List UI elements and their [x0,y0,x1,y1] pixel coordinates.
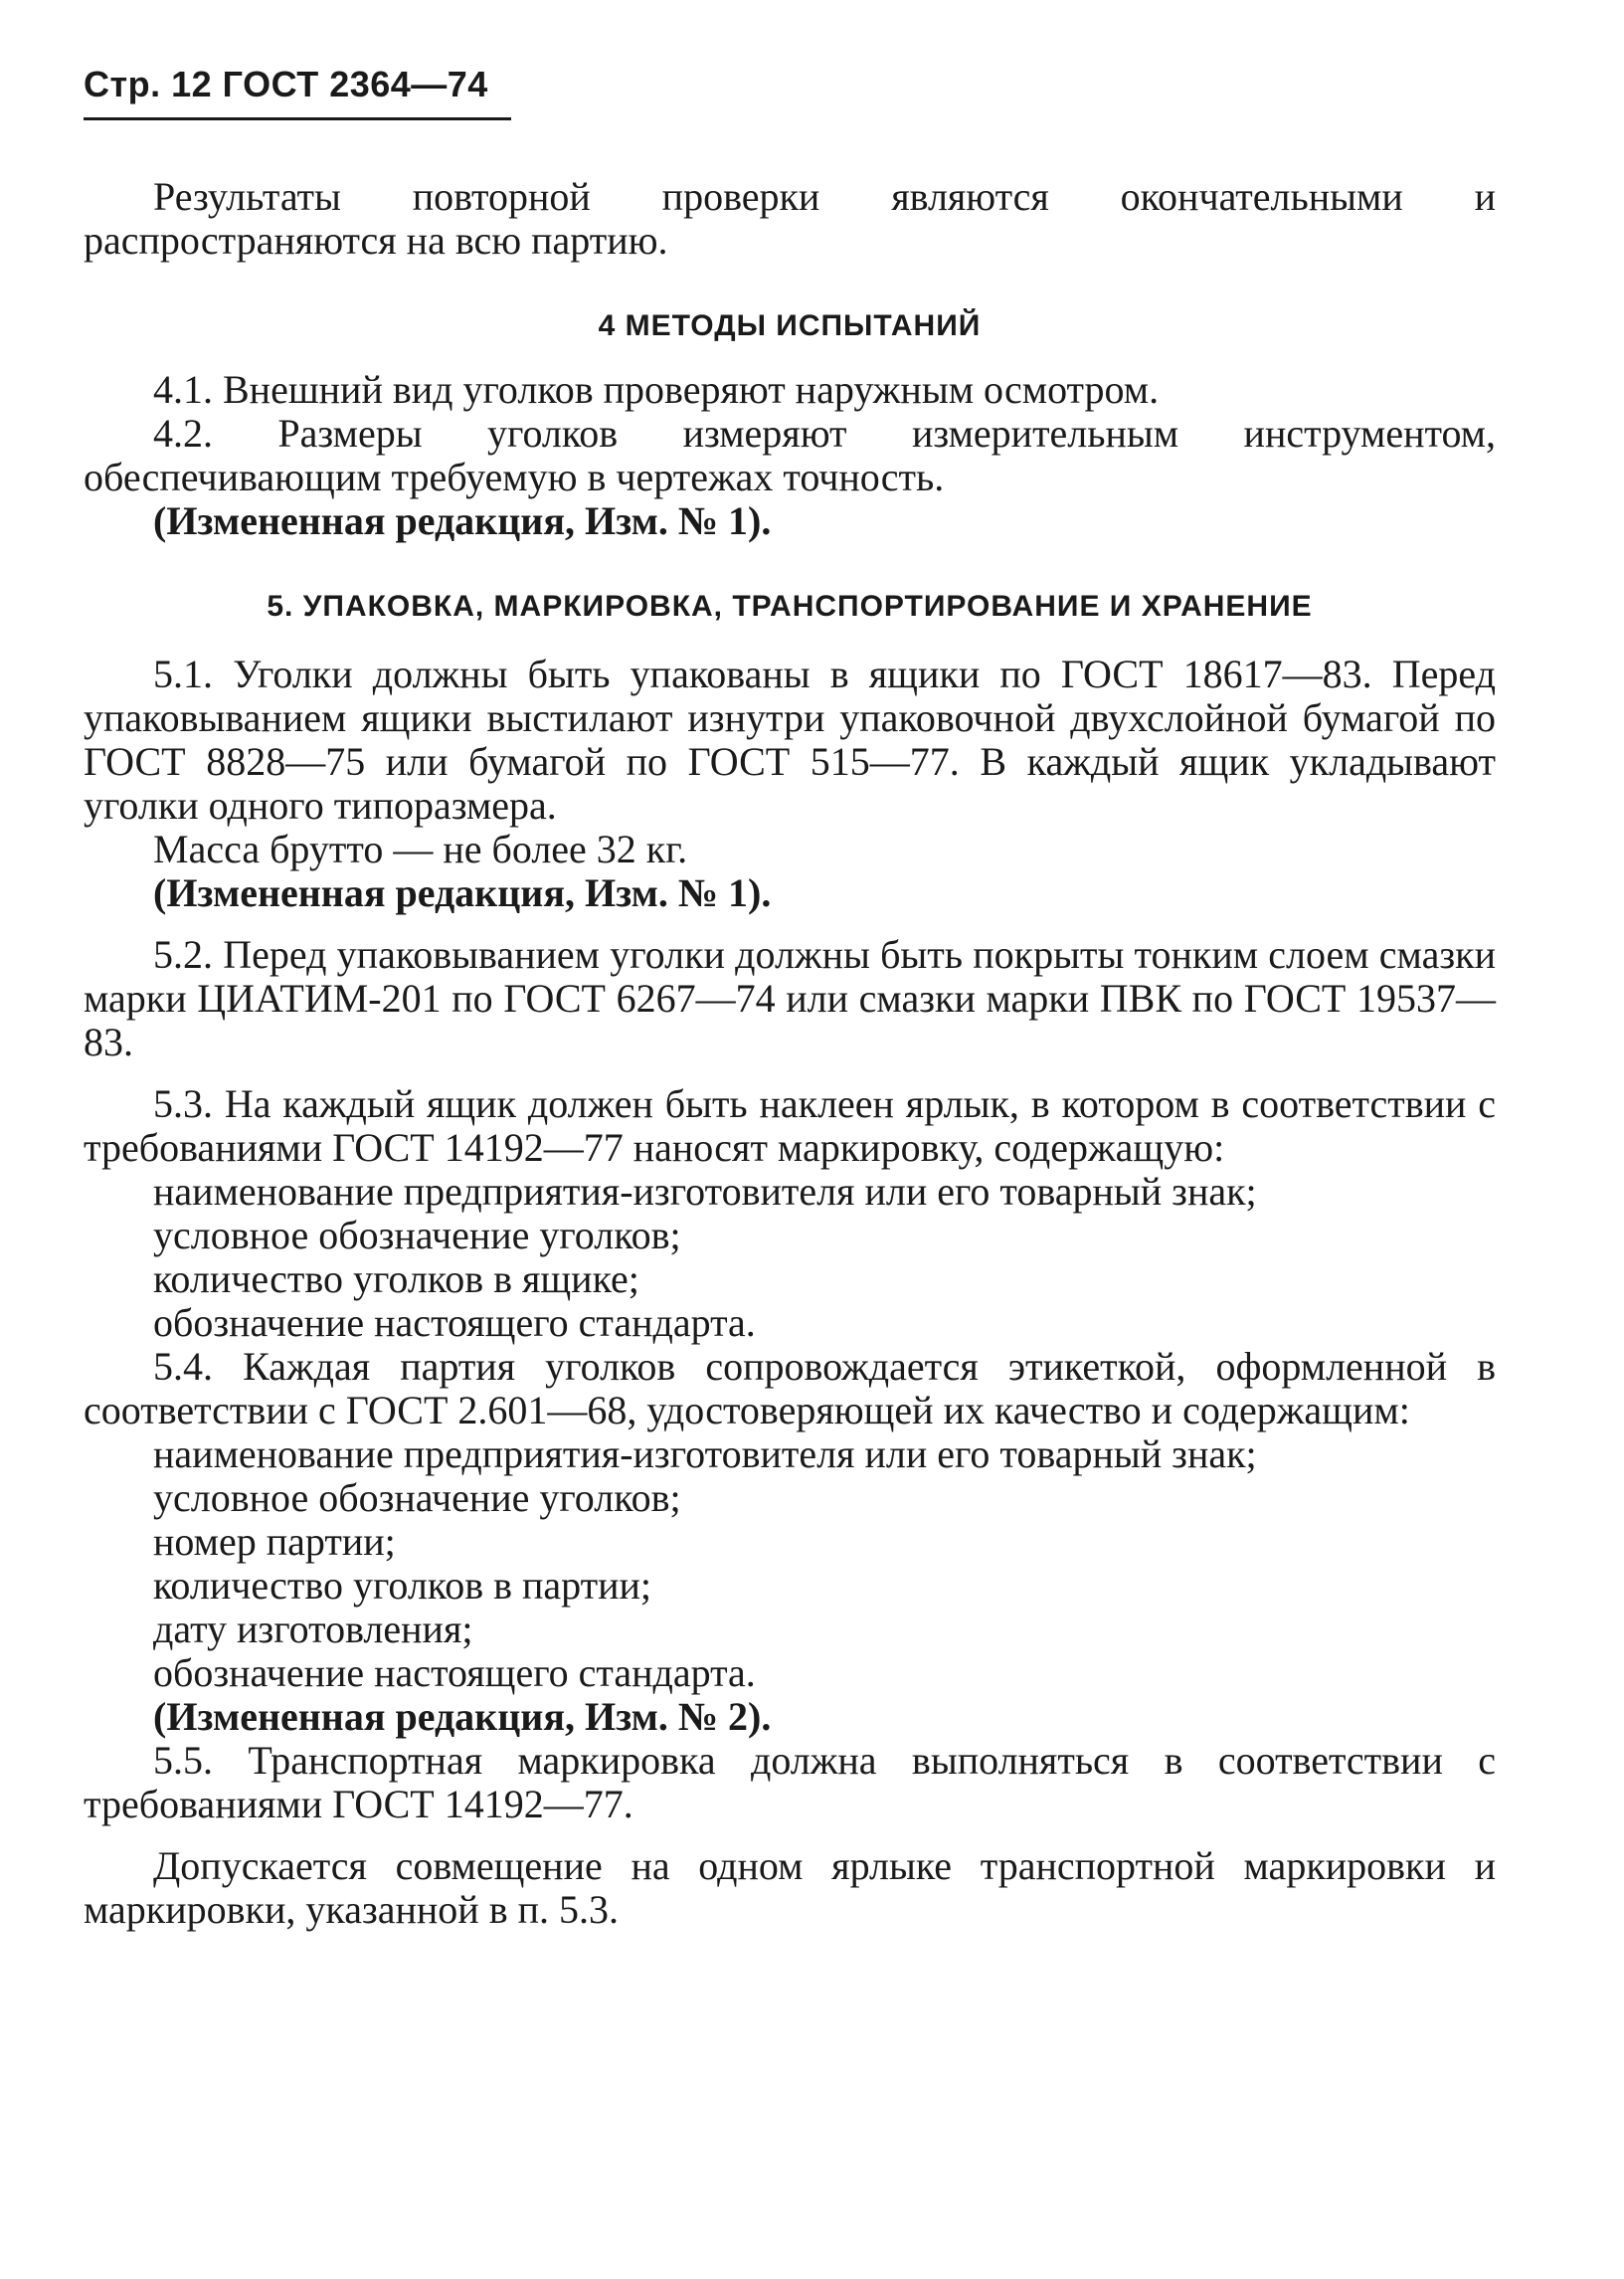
amendment-note-4: (Измененная редакция, Изм. № 1). [153,498,772,543]
intro-paragraph: Результаты повторной проверки являются окончательными и распространяются на всю партию. [84,174,1496,263]
paragraph-5-5-extra: Допускается совмещение на одном ярлыке транспортной маркировки и маркировки, указанной в п. 5.3. [84,1843,1496,1932]
paragraph-5-5: 5.5. Транспортная маркировка должна выполняться в соответствии с требованиями ГОСТ 14192—77. [84,1738,1496,1826]
list-item: количество уголков в ящике; [153,1256,639,1301]
amendment-note-5-4: (Измененная редакция, Изм. № 2). [153,1694,772,1739]
list-item: дату изготовления; [153,1607,473,1651]
list-item: наименование предприятия-изготовителя или его товарный знак; [153,1169,1257,1214]
section-4-heading: 4 МЕТОДЫ ИСПЫТАНИЙ [598,309,982,342]
paragraph-5-1-mass: Масса брутто — не более 32 кг. [153,827,688,871]
section-5-heading: 5. УПАКОВКА, МАРКИРОВКА, ТРАНСПОРТИРОВАНИЕ И ХРАНЕНИЕ [267,590,1313,623]
list-item: наименование предприятия-изготовителя или его товарный знак; [153,1431,1257,1476]
list-5-3 [84,1170,1496,1345]
list-item: обозначение настоящего стандарта. [153,1650,756,1695]
paragraph-5-3: 5.3. На каждый ящик должен быть наклеен ярлык, в котором в соответствии с требованиями ГОСТ 14192—77 наносят маркировку, содержащую: [84,1081,1496,1170]
paragraph-5-2: 5.2. Перед упаковыванием уголки должны быть покрыты тонким слоем смазки марки ЦИАТИМ-201 по ГОСТ 6267—74 или смазки марки ПВК по ГОСТ 19537—83. [84,932,1496,1064]
page-header [84,64,511,120]
list-item: количество уголков в партии; [153,1563,652,1608]
paragraph-4-2: 4.2. Размеры уголков измеряют измерительным инструментом, обеспечивающим требуемую в чертежах точность. [84,411,1496,499]
header-rule [84,117,511,120]
paragraph-5-4: 5.4. Каждая партия уголков сопровождается этикеткой, оформленной в соответствии с ГОСТ 2.601—68, удостоверяющей их качество и содержащим: [84,1344,1496,1432]
list-item: номер партии; [153,1519,396,1564]
page-header-text: Стр. 12 ГОСТ 2364—74 [84,64,488,104]
list-item: условное обозначение уголков; [153,1213,681,1257]
list-item: условное обозначение уголков; [153,1475,681,1520]
amendment-note-5-1: (Измененная редакция, Изм. № 1). [153,870,772,915]
document-body [84,175,1496,1932]
list-item: обозначение настоящего стандарта. [153,1300,756,1345]
paragraph-5-1: 5.1. Уголки должны быть упакованы в ящики по ГОСТ 18617—83. Перед упаковыванием ящики выстилают изнутри упаковочной двухслойной бумагой по ГОСТ 8828—75 или бумагой по ГОСТ 515—77. В каждый ящик укладывают уголки одного типоразмера. [84,652,1496,828]
list-5-4 [84,1432,1496,1695]
paragraph-4-1: 4.1. Внешний вид уголков проверяют наружным осмотром. [153,367,1160,412]
